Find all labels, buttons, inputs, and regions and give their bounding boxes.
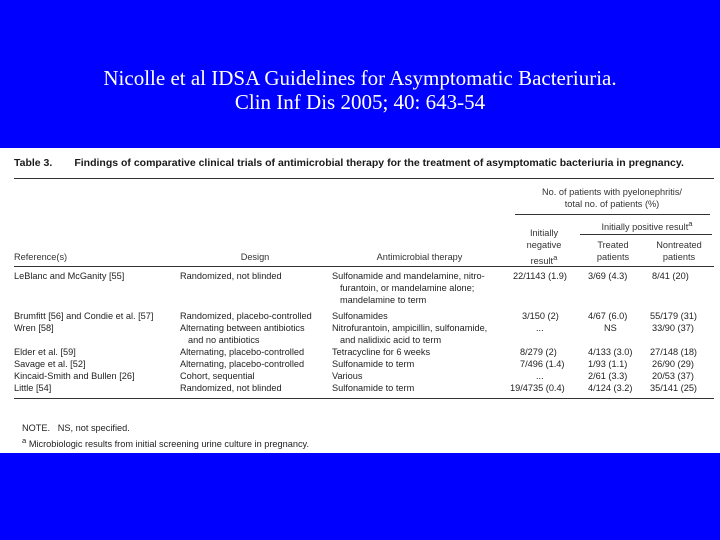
table-row-3-design: Alternating between antibiotics: [180, 323, 305, 333]
col-reference: Reference(s): [14, 252, 68, 262]
table-caption: [14, 157, 684, 169]
table-row-7-design: Randomized, not blinded: [180, 383, 282, 393]
table-row-1-therapy-1: Sulfonamide and mandelamine, nitro-: [332, 271, 485, 281]
table-row-3-treated: NS: [604, 323, 617, 333]
table-row-6-nontreated: 20/53 (37): [652, 371, 694, 381]
table-row-3-therapy-2: and nalidixic acid to term: [340, 335, 442, 345]
table-row-6-therapy-1: Various: [332, 371, 363, 381]
slide-title: [0, 66, 720, 114]
table-row-1-therapy-2: furantoin, or mandelamine alone;: [340, 283, 475, 293]
col-therapy: Antimicrobial therapy: [376, 252, 463, 262]
table-row-3-negative: ...: [536, 323, 544, 333]
group-header-line-1: No. of patients with pyelonephritis/: [542, 187, 682, 197]
table-row-2-reference: Brumfitt [56] and Condie et al. [57]: [14, 311, 154, 321]
table-image: [0, 148, 720, 453]
bottom-rule: [14, 398, 714, 399]
footnote-text: Microbiologic results from initial screening urine culture in pregnancy.: [28, 439, 310, 450]
table-row-2-therapy-1: Sulfonamides: [332, 311, 388, 321]
table-row-7-nontreated: 35/141 (25): [650, 383, 697, 393]
col-negative-line-2: negative: [526, 240, 562, 250]
table-row-5-negative: 7/496 (1.4): [520, 359, 565, 369]
subgroup-header-rule: [580, 234, 712, 235]
table-row-5-therapy-1: Sulfonamide to term: [332, 359, 415, 369]
col-nontreated-line-1: Nontreated: [656, 240, 702, 250]
col-treated-line-1: Treated: [597, 240, 629, 250]
group-header-rule: [515, 214, 710, 215]
table-row-7-negative: 19/4735 (0.4): [510, 383, 565, 393]
table-row-1-nontreated: 8/41 (20): [652, 271, 689, 281]
table-row-3-therapy-1: Nitrofurantoin, ampicillin, sulfonamide,: [332, 323, 488, 333]
table-row-5-nontreated: 26/90 (29): [652, 359, 694, 369]
table-row-7-treated: 4/124 (3.2): [588, 383, 633, 393]
table-row-1-reference: LeBlanc and McGanity [55]: [14, 271, 125, 281]
table-row-1-therapy-3: mandelamine to term: [340, 295, 427, 305]
footnote-mark: a: [22, 436, 27, 445]
table-row-3-reference: Wren [58]: [14, 323, 54, 333]
table-note: [22, 423, 130, 433]
slide-title-line-1: Nicolle et al IDSA Guidelines for Asymptomatic Bacteriuria.: [103, 66, 617, 90]
col-negative-mark: a: [553, 253, 558, 262]
table-row-4-nontreated: 27/148 (18): [650, 347, 697, 357]
table-row-4-design: Alternating, placebo-controlled: [180, 347, 305, 357]
table-row-2-nontreated: 55/179 (31): [650, 311, 697, 321]
note-label: NOTE.: [22, 423, 51, 433]
table-row-7-therapy-1: Sulfonamide to term: [332, 383, 415, 393]
col-nontreated-line-2: patients: [662, 252, 696, 262]
table-row-7-reference: Little [54]: [14, 383, 52, 393]
table-row-4-reference: Elder et al. [59]: [14, 347, 76, 357]
col-negative-line-3: result$^a$: [530, 253, 558, 267]
header-rule: [14, 266, 714, 267]
group-header-line-2: total no. of patients (%): [564, 199, 660, 209]
table-number: Table 3.: [14, 157, 53, 169]
caption-rule: [14, 178, 714, 179]
table-row-2-treated: 4/67 (6.0): [588, 311, 628, 321]
table-row-6-treated: 2/61 (3.3): [588, 371, 628, 381]
table-caption-text: Findings of comparative clinical trials of antimicrobial therapy for the treatment of asymptomatic bacteriuria in pregnancy.: [74, 157, 684, 169]
table-row-4-therapy-1: Tetracycline for 6 weeks: [332, 347, 431, 357]
table-row-6-negative: ...: [536, 371, 544, 381]
table-row-5-design: Alternating, placebo-controlled: [180, 359, 305, 369]
table-row-3-design-2: and no antibiotics: [188, 335, 260, 345]
table-row-6-reference: Kincaid-Smith and Bullen [26]: [14, 371, 135, 381]
table-row-4-negative: 8/279 (2): [520, 347, 557, 357]
table-footnote: [22, 436, 309, 449]
table-row-2-negative: 3/150 (2): [522, 311, 559, 321]
subgroup-footnote-mark: a: [688, 219, 693, 228]
subgroup-header: Initially positive result$^a$: [601, 219, 693, 233]
table-row-5-reference: Savage et al. [52]: [14, 359, 86, 369]
table-row-3-nontreated: 33/90 (37): [652, 323, 694, 333]
table-row-1-treated: 3/69 (4.3): [588, 271, 628, 281]
col-treated-line-2: patients: [596, 252, 630, 262]
table-row-1-negative: 22/1143 (1.9): [513, 271, 567, 281]
table-row-2-design: Randomized, placebo-controlled: [180, 311, 312, 321]
note-text: NS, not specified.: [57, 423, 130, 433]
col-negative-line-1: Initially: [529, 228, 559, 238]
table-row-4-treated: 4/133 (3.0): [588, 347, 633, 357]
table-row-1-design: Randomized, not blinded: [180, 271, 282, 281]
col-design: Design: [240, 252, 270, 262]
table-row-6-design: Cohort, sequential: [180, 371, 255, 381]
slide-title-line-2: Clin Inf Dis 2005; 40: 643-54: [234, 90, 486, 114]
table-row-5-treated: 1/93 (1.1): [588, 359, 628, 369]
